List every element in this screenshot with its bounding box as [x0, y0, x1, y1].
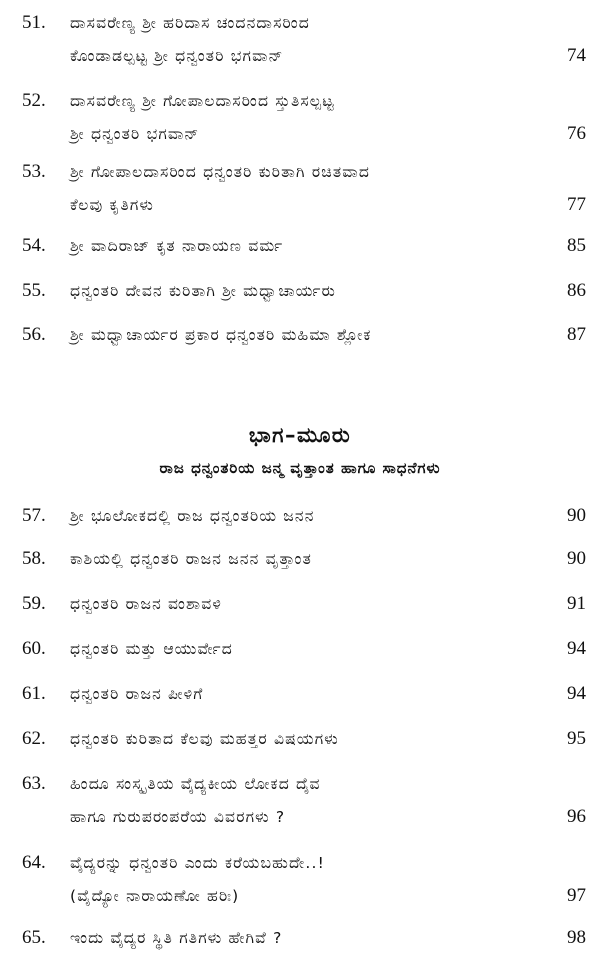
entry-number: 54. [22, 235, 46, 256]
entry-number: 60. [22, 638, 46, 659]
entry-page-number: 74 [567, 45, 586, 66]
entry-page-number: 87 [567, 324, 586, 345]
entry-title-line-1: ಧನ್ವಂತರಿ ಕುರಿತಾದ ಕೆಲವು ಮಹತ್ತರ ವಿಷಯಗಳು [70, 730, 339, 748]
entry-title-line-2: ಶ್ರೀ ಧನ್ವಂತರಿ ಭಗವಾನ್ [70, 125, 200, 143]
entry-title-line-1: ಧನ್ವಂತರಿ ಮತ್ತು ಆಯುರ್ವೇದ [70, 640, 233, 658]
entry-title-line-2: ಕೊಂಡಾಡಲ್ಪಟ್ಟ ಶ್ರೀ ಧನ್ವಂತರಿ ಭಗವಾನ್ [70, 47, 284, 65]
entry-title-line-1: ಶ್ರೀ ಗೋಪಾಲದಾಸರಿಂದ ಧನ್ವಂತರಿ ಕುರಿತಾಗಿ ರಚಿತವಾದ [70, 163, 371, 181]
entry-page-number: 91 [567, 593, 586, 614]
entry-number: 61. [22, 683, 46, 704]
entry-page-number: 94 [567, 638, 586, 659]
entry-title-line-2: ಕೆಲವು ಕೃತಿಗಳು [70, 196, 155, 214]
entry-title-line-2: ಹಾಗೂ ಗುರುಪರಂಪರೆಯ ವಿವರಗಳು ? [70, 808, 286, 826]
entry-title-line-1: ಶ್ರೀ ವಾದಿರಾಜ್ ಕೃತ ನಾರಾಯಣ ವರ್ಮ [70, 237, 284, 255]
entry-page-number: 97 [567, 885, 586, 906]
entry-title-line-1: ಧನ್ವಂತರಿ ದೇವನ ಕುರಿತಾಗಿ ಶ್ರೀ ಮಧ್ವಾಚಾರ್ಯರು [70, 282, 336, 300]
entry-title-line-1: ಕಾಶಿಯಲ್ಲಿ ಧನ್ವಂತರಿ ರಾಜನ ಜನನ ವೃತ್ತಾಂತ [70, 550, 313, 568]
entry-title-line-1: ವೈದ್ಯರನ್ನು ಧನ್ವಂತರಿ ಎಂದು ಕರೆಯಬಹುದೇ..! [70, 854, 326, 872]
entry-title-line-1: ದಾಸವರೇಣ್ಯ ಶ್ರೀ ಹರಿದಾಸ ಚಂದನದಾಸರಿಂದ [70, 14, 311, 32]
entry-title-line-1: ಶ್ರೀ ಭೂಲೋಕದಲ್ಲಿ ರಾಜ ಧನ್ವಂತರಿಯ ಜನನ [70, 507, 315, 525]
entry-page-number: 90 [567, 505, 586, 526]
entry-number: 57. [22, 505, 46, 526]
entry-number: 65. [22, 927, 46, 948]
entry-page-number: 77 [567, 194, 586, 215]
entry-number: 51. [22, 12, 46, 33]
section-subtitle: ರಾಜ ಧನ್ವಂತರಿಯ ಜನ್ಮ ವೃತ್ತಾಂತ ಹಾಗೂ ಸಾಧನೆಗಳು [159, 459, 441, 477]
entry-page-number: 76 [567, 123, 586, 144]
entry-number: 63. [22, 773, 46, 794]
entry-page-number: 90 [567, 548, 586, 569]
section-title: ಭಾಗ–ಮೂರು [248, 423, 352, 447]
entry-page-number: 86 [567, 280, 586, 301]
entry-title-line-1: ಧನ್ವಂತರಿ ರಾಜನ ವಂಶಾವಳಿ [70, 595, 223, 613]
entry-title-line-1: ಇಂದು ವೈದ್ಯರ ಸ್ಥಿತಿ ಗತಿಗಳು ಹೇಗಿವೆ ? [70, 929, 283, 947]
entry-title-line-1: ಧನ್ವಂತರಿ ರಾಜನ ಪೀಳಿಗೆ [70, 685, 204, 703]
entry-title-line-1: ಶ್ರೀ ಮಧ್ವಾಚಾರ್ಯರ ಪ್ರಕಾರ ಧನ್ವಂತರಿ ಮಹಿಮಾ ಶ್ಲೋಕ [70, 326, 372, 344]
entry-number: 59. [22, 593, 46, 614]
entry-number: 56. [22, 324, 46, 345]
entry-page-number: 96 [567, 806, 586, 827]
entry-number: 55. [22, 280, 46, 301]
entry-page-number: 98 [567, 927, 586, 948]
entry-title-line-1: ಹಿಂದೂ ಸಂಸ್ಕೃತಿಯ ವೈದ್ಯಕೀಯ ಲೋಕದ ದೈವ [70, 775, 321, 793]
entry-number: 53. [22, 161, 46, 182]
entry-number: 58. [22, 548, 46, 569]
entry-title-line-1: ದಾಸವರೇಣ್ಯ ಶ್ರೀ ಗೋಪಾಲದಾಸರಿಂದ ಸ್ತುತಿಸಲ್ಪಟ್ಟ [70, 92, 335, 110]
entry-page-number: 95 [567, 728, 586, 749]
entry-number: 52. [22, 90, 46, 111]
entry-title-line-2: (ವೈದ್ಯೋ ನಾರಾಯಣೋ ಹರಿಃ) [70, 887, 240, 905]
entry-page-number: 85 [567, 235, 586, 256]
entry-page-number: 94 [567, 683, 586, 704]
entry-number: 62. [22, 728, 46, 749]
entry-number: 64. [22, 852, 46, 873]
